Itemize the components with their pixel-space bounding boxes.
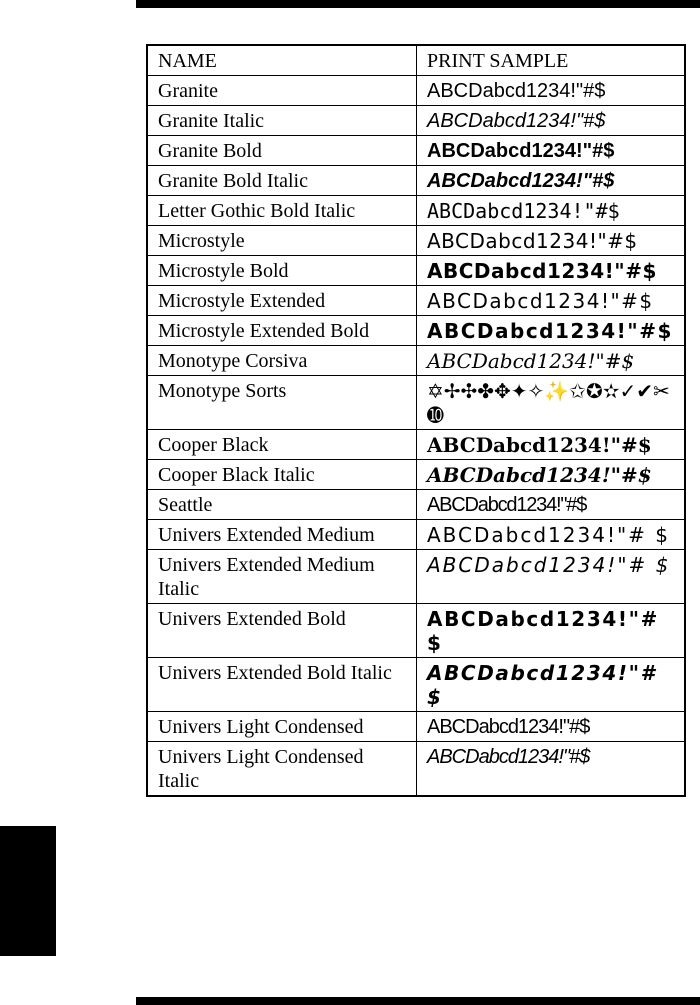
table-row — [147, 460, 685, 490]
font-name: Granite Bold — [147, 136, 417, 166]
bottom-rule — [136, 997, 700, 1005]
print-sample: ABCDabcd1234!"#$ — [417, 256, 686, 286]
side-tab — [0, 826, 56, 956]
print-sample: ABCDabcd1234!"#$ — [417, 76, 686, 106]
font-name: Granite Italic — [147, 106, 417, 136]
print-sample: ✡✢✣✤✥✦✧✨✩✪✫✓✔✂➓ — [417, 376, 686, 430]
table-row — [147, 376, 685, 430]
print-sample: ABCDabcd1234!"# $ — [417, 520, 686, 550]
print-sample: ABCDabcd1234!"#$ — [417, 460, 686, 490]
table-row — [147, 76, 685, 106]
font-name: Univers Light Condensed — [147, 712, 417, 742]
font-name: Microstyle Bold — [147, 256, 417, 286]
table-row — [147, 712, 685, 742]
table-header-row — [147, 45, 685, 76]
table-row — [147, 742, 685, 797]
print-sample: ABCDabcd1234!"#$ — [417, 490, 686, 520]
table-row — [147, 286, 685, 316]
table-row — [147, 136, 685, 166]
font-name: Monotype Sorts — [147, 376, 417, 430]
print-sample: ABCDabcd1234!"#$ — [417, 430, 686, 460]
print-sample: ABCDabcd1234!"#$ — [417, 166, 686, 196]
print-sample: ABCDabcd1234!"# $ — [417, 550, 686, 604]
table-row — [147, 106, 685, 136]
print-sample: ABCDabcd1234!"#$ — [417, 346, 686, 376]
print-sample: ABCDabcd1234!"#$ — [417, 712, 686, 742]
print-sample: ABCDabcd1234!"#$ — [417, 136, 686, 166]
print-sample: ABCDabcd1234!"# $ — [417, 658, 686, 712]
print-sample: ABCDabcd1234!"#$ — [417, 316, 686, 346]
font-name: Microstyle Extended Bold — [147, 316, 417, 346]
font-name: Cooper Black Italic — [147, 460, 417, 490]
font-sample-table — [146, 44, 686, 797]
font-name: Univers Extended Bold Italic — [147, 658, 417, 712]
font-name: Granite Bold Italic — [147, 166, 417, 196]
table-row — [147, 346, 685, 376]
print-sample: ABCDabcd1234!"#$ — [417, 226, 686, 256]
print-sample: ABCDabcd1234!"#$ — [417, 106, 686, 136]
table-row — [147, 604, 685, 658]
table-row — [147, 550, 685, 604]
print-sample: ABCDabcd1234!"#$ — [417, 196, 686, 226]
font-name: Univers Light Condensed Italic — [147, 742, 417, 797]
table-row — [147, 430, 685, 460]
table-row — [147, 490, 685, 520]
header-print-sample: PRINT SAMPLE — [417, 45, 686, 76]
font-name: Letter Gothic Bold Italic — [147, 196, 417, 226]
print-sample: ABCDabcd1234!"#$ — [417, 286, 686, 316]
font-name: Microstyle — [147, 226, 417, 256]
table-row — [147, 256, 685, 286]
font-name: Univers Extended Medium — [147, 520, 417, 550]
table-row — [147, 658, 685, 712]
print-sample: ABCDabcd1234!"# $ — [417, 604, 686, 658]
font-name: Microstyle Extended — [147, 286, 417, 316]
table-row — [147, 226, 685, 256]
header-name: NAME — [147, 45, 417, 76]
font-name: Cooper Black — [147, 430, 417, 460]
print-sample: ABCDabcd1234!"#$ — [417, 742, 686, 797]
font-name: Seattle — [147, 490, 417, 520]
font-name: Granite — [147, 76, 417, 106]
table-row — [147, 520, 685, 550]
font-name: Monotype Corsiva — [147, 346, 417, 376]
table-row — [147, 196, 685, 226]
table-row — [147, 316, 685, 346]
font-name: Univers Extended Bold — [147, 604, 417, 658]
table-row — [147, 166, 685, 196]
font-name: Univers Extended Medium Italic — [147, 550, 417, 604]
top-rule — [136, 0, 700, 8]
